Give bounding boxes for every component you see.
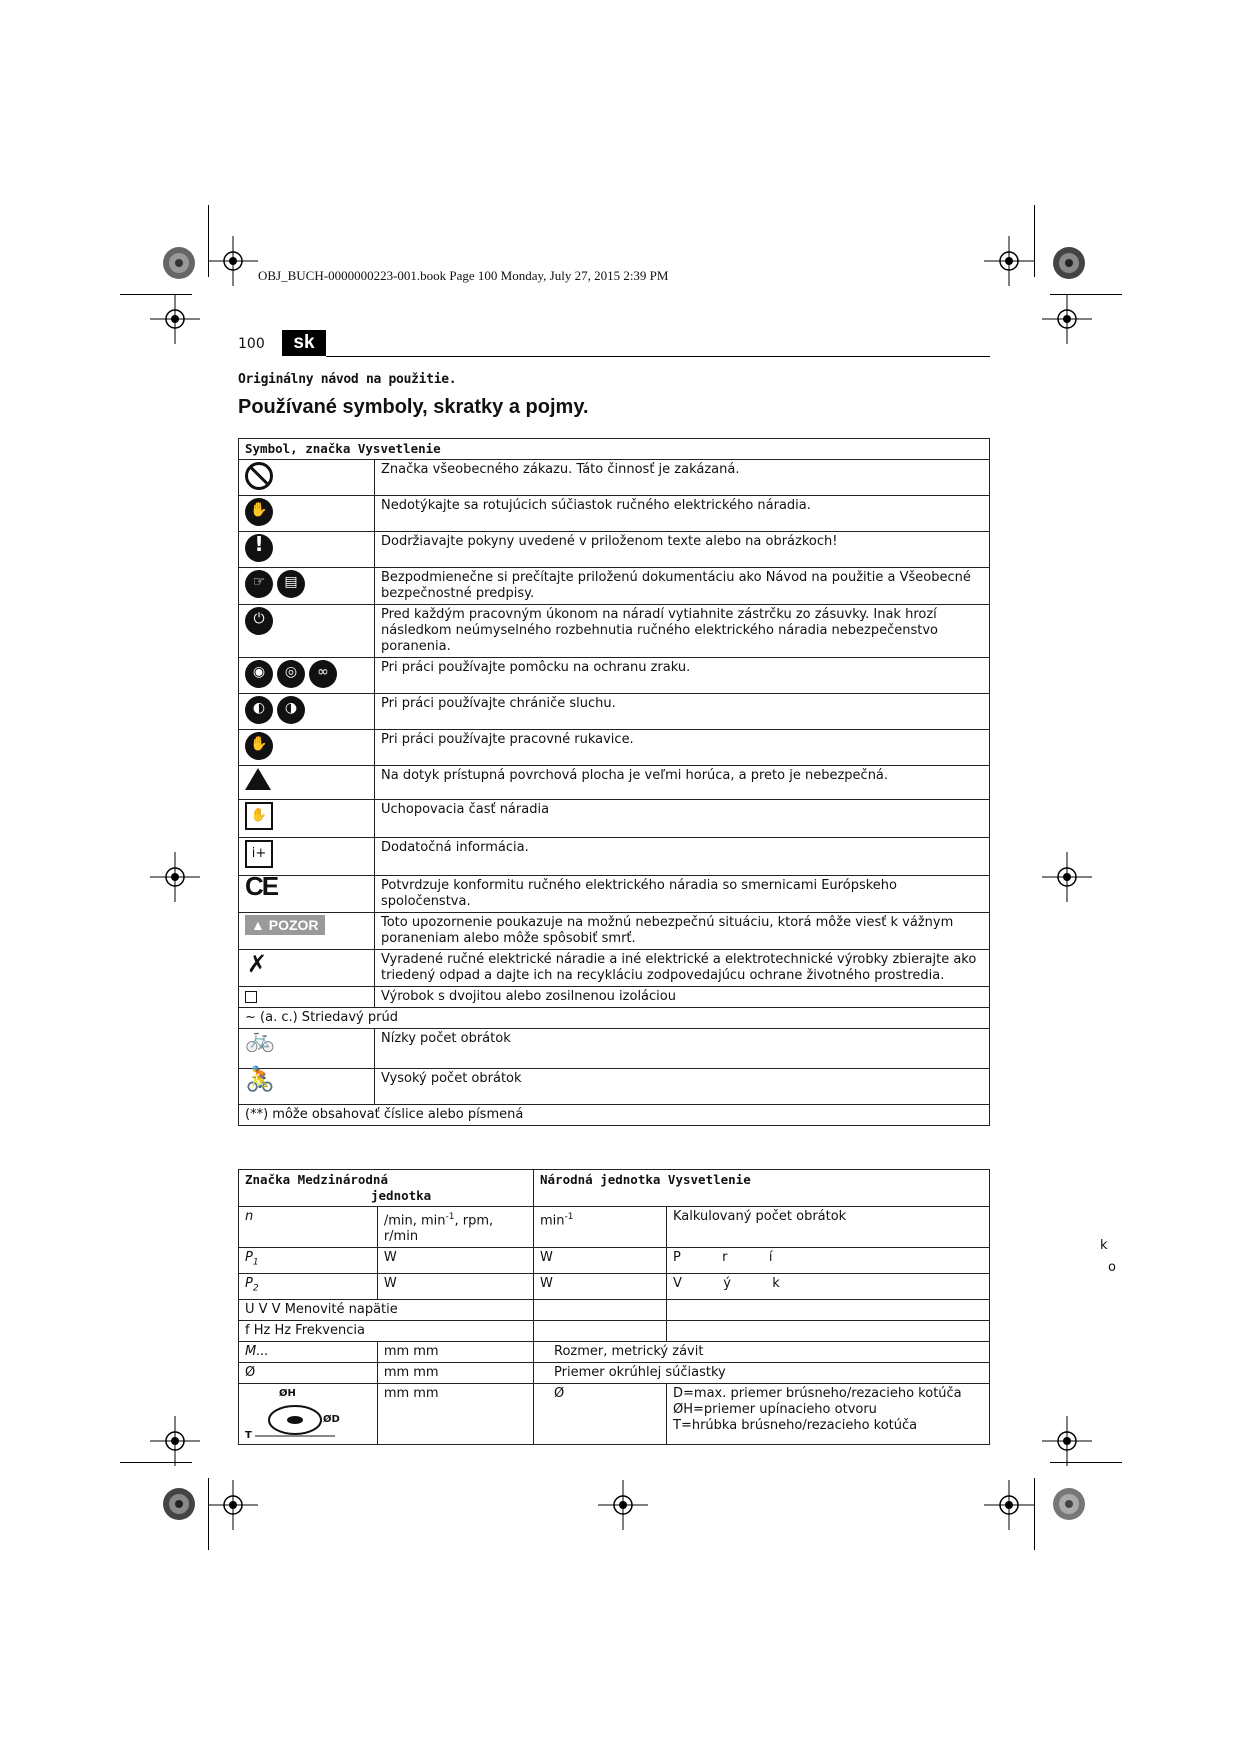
table-row (239, 460, 990, 496)
color-wheel-icon (162, 1487, 196, 1525)
registration-target-icon (150, 294, 200, 344)
hot-surface-warning-icon (245, 768, 271, 790)
language-badge: sk (282, 330, 326, 356)
table-row (239, 1105, 990, 1126)
table-header-row (239, 1170, 990, 1207)
gloves-icon: ✋ (245, 732, 273, 760)
row-text: Pri práci používajte chrániče sluchu. (375, 694, 990, 730)
row-text: Dodržiavajte pokyny uvedené v priloženom texte alebo na obrázkoch! (375, 532, 990, 568)
symbols-table (238, 438, 990, 1126)
info-icon: i+ (245, 840, 273, 868)
header-intl-unit: jednotka (371, 1188, 432, 1203)
row-text: Potvrdzuje konformitu ručného elektrického náradia so smernicami Európskeho spoločenstva. (375, 876, 990, 913)
table-row (239, 1029, 990, 1069)
table-row (239, 568, 990, 605)
registration-target-icon (208, 236, 258, 286)
page-number: 100 (238, 336, 265, 352)
table-row (239, 658, 990, 694)
disc-dimensions-icon: ØH ØD T (245, 1387, 340, 1441)
table-row (239, 1008, 990, 1029)
exclamation-icon (245, 534, 273, 562)
header-rule (326, 356, 990, 357)
goggles-icon: ∞ (309, 660, 337, 688)
table-row (239, 913, 990, 950)
stray-character: o (1108, 1260, 1116, 1275)
table-row (239, 800, 990, 838)
row-text: Na dotyk prístupná povrchová plocha je veľmi horúca, a preto je nebezpečná. (375, 766, 990, 800)
registration-target-icon (1042, 1416, 1092, 1466)
table-header: Symbol, značka Vysvetlenie (239, 439, 990, 460)
row-text: Vysoký počet obrátok (375, 1069, 990, 1105)
table-row: $P_1$ W W P r í (239, 1248, 990, 1274)
table-row (239, 532, 990, 568)
registration-target-icon (150, 852, 200, 902)
row-text: Nízky počet obrátok (375, 1029, 990, 1069)
row-text: Nedotýkajte sa rotujúcich súčiastok ručného elektrického náradia. (375, 496, 990, 532)
registration-target-icon (984, 1480, 1034, 1530)
row-text: Výrobok s dvojitou alebo zosilnenou izoláciou (375, 987, 990, 1008)
table-row: Ø mm mm Priemer okrúhlej súčiastky (239, 1362, 990, 1383)
row-text: ~ (a. c.) Striedavý prúd (239, 1008, 990, 1029)
table-row (239, 694, 990, 730)
print-header: OBJ_BUCH-0000000223-001.book Page 100 Monday, July 27, 2015 2:39 PM (258, 268, 669, 283)
row-text: Pri práci používajte pomôcku na ochranu zraku. (375, 658, 990, 694)
table-row (239, 496, 990, 532)
row-text: Uchopovacia časť náradia (375, 800, 990, 838)
table-row: U V V Menovité napätie (239, 1299, 990, 1320)
table-row: $P_2$ W W V ý k (239, 1273, 990, 1299)
prohibition-icon (245, 462, 273, 490)
table-row: M... mm mm Rozmer, metrický závit (239, 1341, 990, 1362)
table-row: n /min, $\min^{-1}$, rpm, r/min $\min^{-1}$ Kalkulovaný počet obrátok (239, 1207, 990, 1248)
double-insulation-icon (245, 991, 257, 1003)
row-text: Toto upozornenie poukazuje na možnú nebezpečnú situáciu, ktorá môže viesť k vážnym poraneniam alebo môže spôsobiť smrť. (375, 913, 990, 950)
document-subtitle: Originálny návod na použitie. (238, 372, 457, 387)
registration-target-icon (1042, 294, 1092, 344)
ce-mark-icon: CE (245, 871, 278, 901)
registration-target-icon (598, 1480, 648, 1530)
header-intl: Značka Medzinárodná (245, 1172, 388, 1187)
color-wheel-icon (162, 246, 196, 284)
row-text: Vyradené ručné elektrické náradie a iné elektrické a elektrotechnické výrobky zbierajte ako triedený odpad a dajte ich na recykláciu zodpovedajúcu ochrane životného prostredia. (375, 950, 990, 987)
row-text: Značka všeobecného zákazu. Táto činnosť je zakázaná. (375, 460, 990, 496)
registration-target-icon (984, 236, 1034, 286)
color-wheel-icon (1052, 1487, 1086, 1525)
stray-character: k (1100, 1238, 1108, 1253)
row-text: Dodatočná informácia. (375, 838, 990, 876)
weee-bin-icon: ✗ (246, 950, 268, 978)
table-row: f Hz Hz Frekvencia (239, 1320, 990, 1341)
ear-protection-icon: ◐ (245, 696, 273, 724)
book-icon: ▤ (277, 570, 305, 598)
crop-mark (1034, 1478, 1035, 1550)
row-text: Bezpodmienečne si prečítajte priloženú dokumentáciu ako Návod na použitie a Všeobecné bezpečnostné predpisy. (375, 568, 990, 605)
low-speed-bicycle-icon: 🚲 (245, 1025, 275, 1053)
table-row (239, 838, 990, 876)
units-table (238, 1169, 990, 1445)
registration-target-icon (208, 1480, 258, 1530)
footnote: (**) môže obsahovať číslice alebo písmená (239, 1105, 990, 1126)
warning-badge: ▲ POZOR (245, 915, 325, 935)
registration-target-icon (1042, 852, 1092, 902)
table-row (239, 1069, 990, 1105)
table-row (239, 730, 990, 766)
crop-mark (1034, 205, 1035, 277)
color-wheel-icon (1052, 246, 1086, 284)
row-text: Pri práci používajte pracovné rukavice. (375, 730, 990, 766)
table-row: ØH ØD T mm mm Ø D=max. priemer brúsneho/rezacieho kotúča ØH=priemer upínacieho otvoru T=hrúbka brúsneho/rezacieho kotúča (239, 1383, 990, 1444)
row-text: Pred každým pracovným úkonom na náradí vytiahnite zástrčku zo zásuvky. Inak hrozí následkom neúmyselného rozbehnutia ručného elektrického náradia nebezpečenstvo poranenia. (375, 605, 990, 658)
ear-muffs-icon: ◑ (277, 696, 305, 724)
header-national: Národná jednotka Vysvetlenie (534, 1170, 990, 1207)
table-row (239, 605, 990, 658)
no-touch-rotating-icon: ✋ (245, 498, 273, 526)
table-header-row (239, 439, 990, 460)
registration-target-icon (150, 1416, 200, 1466)
table-row (239, 950, 990, 987)
eye-protection-icon: ◉ (245, 660, 273, 688)
grip-area-icon: ✋ (245, 802, 273, 830)
unplug-icon: ⏻ (245, 607, 273, 635)
face-shield-icon: ◎ (277, 660, 305, 688)
table-row (239, 987, 990, 1008)
table-row (239, 876, 990, 913)
high-speed-bicycle-icon: 🚴 (245, 1065, 275, 1093)
section-title: Používané symboly, skratky a pojmy. (238, 396, 589, 418)
read-manual-icon: ☞ (245, 570, 273, 598)
table-row (239, 766, 990, 800)
